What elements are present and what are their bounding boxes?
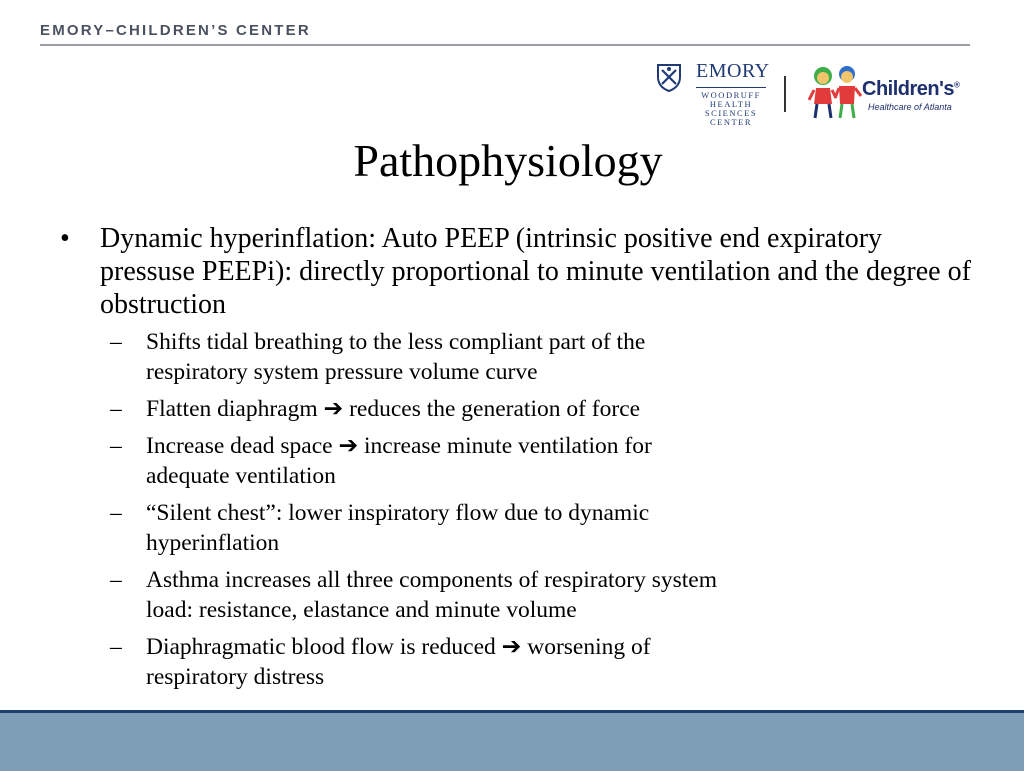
emory-subtitle-line: WOODRUFF	[701, 90, 761, 100]
sub-bullet-item	[60, 565, 980, 625]
childrens-name: Children's	[862, 78, 954, 100]
emory-subtitle	[696, 91, 766, 127]
sub-bullet-text: “Silent chest”: lower inspiratory flow due to dynamic hyperinflation	[146, 500, 650, 556]
sub-bullet-text: Shifts tidal breathing to the less compliant part of the respiratory system pressure volume curve	[146, 329, 646, 385]
dash-marker: –	[110, 567, 122, 593]
sub-bullet-item	[60, 431, 980, 491]
sub-bullet-item	[60, 327, 980, 387]
dash-marker: –	[110, 396, 122, 422]
childrens-wordmark	[862, 78, 959, 101]
sub-bullet-item	[60, 632, 980, 692]
sub-bullet-text: Flatten diaphragm ➔ reduces the generation of force	[146, 396, 641, 422]
header-label: EMORY–CHILDREN’S CENTER	[40, 22, 311, 39]
sub-bullet-item	[60, 394, 980, 424]
header-divider	[40, 44, 970, 46]
emory-subtitle-line: HEALTH	[709, 99, 753, 109]
footer-band	[0, 710, 1024, 771]
emory-wordmark: EMORY	[696, 60, 770, 82]
dash-marker: –	[110, 329, 122, 355]
bullet-marker: •	[60, 223, 70, 254]
dash-marker: –	[110, 433, 122, 459]
childrens-kids-icon	[808, 62, 862, 122]
bullet-text: Dynamic hyperinflation: Auto PEEP (intrinsic positive end expiratory pressuse PEEPi): directly proportional to minute ventilation and the degree of obstruction	[100, 223, 971, 320]
slide-title: Pathophysiology	[353, 135, 663, 186]
sub-bullet-text: Increase dead space ➔ increase minute ventilation for adequate ventilation	[146, 433, 652, 489]
dash-marker: –	[110, 634, 122, 660]
emory-shield-icon	[656, 63, 682, 93]
registered-mark: ®	[954, 80, 960, 90]
dash-marker: –	[110, 500, 122, 526]
emory-subtitle-line: CENTER	[709, 117, 753, 127]
sub-bullet-item	[60, 498, 980, 558]
slide-body	[60, 222, 980, 699]
bullet-item	[60, 222, 980, 321]
partner-logos	[652, 60, 976, 132]
logo-separator	[784, 76, 786, 112]
emory-subtitle-line: SCIENCES	[704, 108, 758, 118]
sub-bullet-text: Diaphragmatic blood flow is reduced ➔ worsening of respiratory distress	[146, 634, 651, 690]
emory-logo-rule	[696, 87, 766, 88]
childrens-subtitle: Healthcare of Atlanta	[868, 102, 952, 112]
sub-bullet-text: Asthma increases all three components of respiratory system load: resistance, elastance and minute volume	[146, 567, 718, 623]
